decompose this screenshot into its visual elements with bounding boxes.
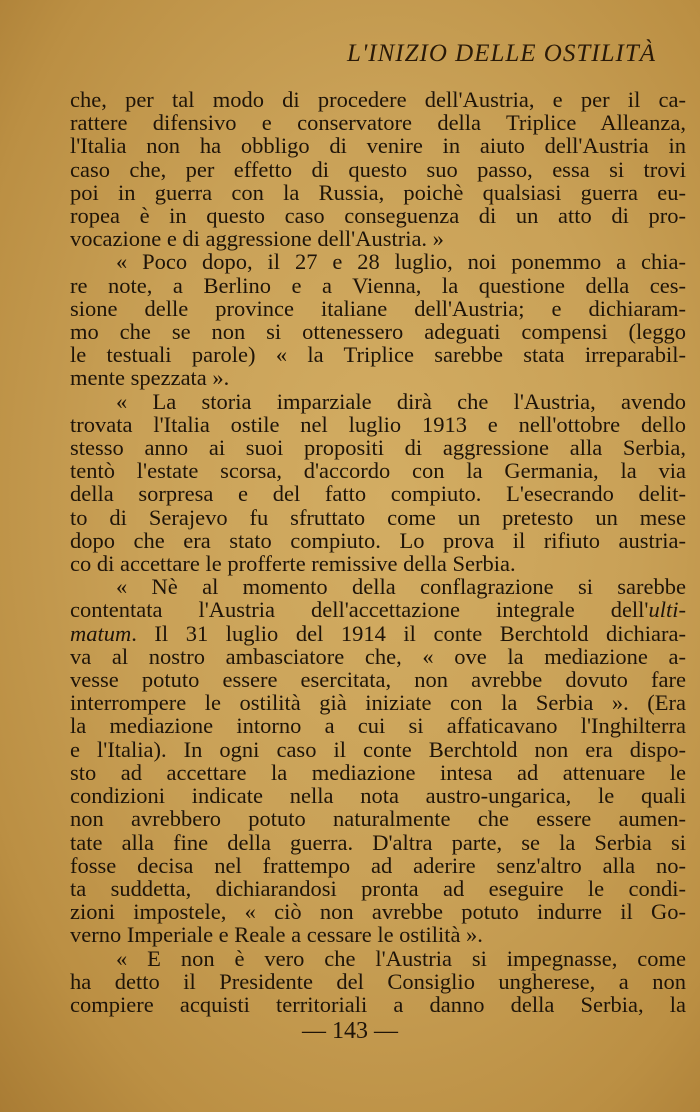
text-line: della sorpresa e del fatto compiuto. L'esecrando delit- (70, 481, 686, 507)
text-line: ropea è in questo caso conseguenza di un atto di pro- (70, 203, 686, 229)
text-line: vocazione e di aggressione dell'Austria. » (70, 226, 444, 252)
text-line: che, per tal modo di procedere dell'Austria, e per il ca- (70, 87, 686, 112)
italic-fragment: matum (70, 620, 132, 646)
text-line: mo che se non si ottenessero adeguati compensi (leggo (70, 319, 686, 345)
text-line: sione delle province italiane dell'Austria; e dichiaram- (70, 295, 686, 321)
text-line: rattere difensivo e conservatore della Triplice Alleanza, (70, 110, 686, 136)
text-line: « Nè al momento della conflagrazione si sarebbe (116, 574, 686, 600)
text-line: mente spezzata ». (70, 365, 230, 391)
text-line: tentò l'estate scorsa, d'accordo con la Germania, la via (70, 458, 686, 484)
text-line: interrompere le ostilità già iniziate con la Serbia ». (Era (70, 690, 686, 716)
text-line: fosse decisa nel frattempo ad aderire senz'altro alla no- (70, 852, 686, 878)
text-line: ha detto il Presidente del Consiglio ungherese, a non (70, 968, 686, 994)
text-line (70, 598, 686, 621)
text-line: stesso anno ai suoi propositi di aggressione alla Serbia, (70, 435, 686, 461)
text-line: tate alla fine della guerra. D'altra parte, se la Serbia si (70, 829, 686, 855)
text-line: zioni impostele, « ciò non avrebbe potuto indurre il Go- (70, 899, 686, 925)
text-line: « E non è vero che l'Austria si impegnasse, come (116, 945, 686, 971)
text-line: caso che, per effetto di questo suo passo, essa si trovi (70, 156, 686, 182)
running-head: L'INIZIO DELLE OSTILITÀ (347, 40, 656, 67)
text-line: trovata l'Italia ostile nel luglio 1913 e nell'ottobre dello (70, 411, 686, 437)
text-line: compiere acquisti territoriali a danno della Serbia, la (70, 991, 686, 1017)
text-line: to di Serajevo fu sfruttato come un pretesto un mese (70, 504, 686, 530)
text-line: co di accettare le profferte remissive della Serbia. (70, 551, 516, 577)
text-line: ta suddetta, dichiarandosi pronta ad eseguire le condi- (70, 875, 686, 901)
text-line: e l'Italia). In ogni caso il conte Berchtold non era dispo- (70, 736, 686, 762)
text-fragment: . Il 31 luglio del 1914 il conte Berchtold dichiara- (131, 620, 686, 646)
text-line: vesse potuto essere esercitata, non avrebbe dovuto fare (70, 667, 686, 693)
text-fragment: contentata l'Austria dell'accettazione integrale dell' (70, 597, 649, 623)
text-line: « Poco dopo, il 27 e 28 luglio, noi ponemmo a chia- (116, 249, 686, 275)
text-line: non avrebbero potuto naturalmente che essere aumen- (70, 806, 686, 832)
text-line: condizioni indicate nella nota austro-ungarica, le quali (70, 783, 686, 809)
italic-fragment: ulti- (648, 597, 686, 623)
text-line: va al nostro ambasciatore che, « ove la mediazione a- (70, 643, 686, 669)
text-line: la mediazione intorno a cui si affaticavano l'Inghilterra (70, 713, 686, 739)
body-text (70, 88, 686, 1016)
text-line: verno Imperiale e Reale a cessare le ostilità ». (70, 922, 483, 948)
text-line: poi in guerra con la Russia, poichè qualsiasi guerra eu- (70, 179, 686, 205)
text-line: l'Italia non ha obbligo di venire in aiuto dell'Austria in (70, 133, 686, 159)
text-line: « La storia imparziale dirà che l'Austria, avendo (116, 388, 686, 414)
text-line: dopo che era stato compiuto. Lo prova il rifiuto austria- (70, 527, 686, 553)
text-line: sto ad accettare la mediazione intesa ad attenuare le (70, 759, 686, 785)
text-line (70, 622, 686, 645)
text-line: le testuali parole) « la Triplice sarebbe stata irreparabil- (70, 342, 686, 368)
text-line: re note, a Berlino e a Vienna, la questione della ces- (70, 272, 686, 298)
page-number: — 143 — (302, 1018, 398, 1044)
